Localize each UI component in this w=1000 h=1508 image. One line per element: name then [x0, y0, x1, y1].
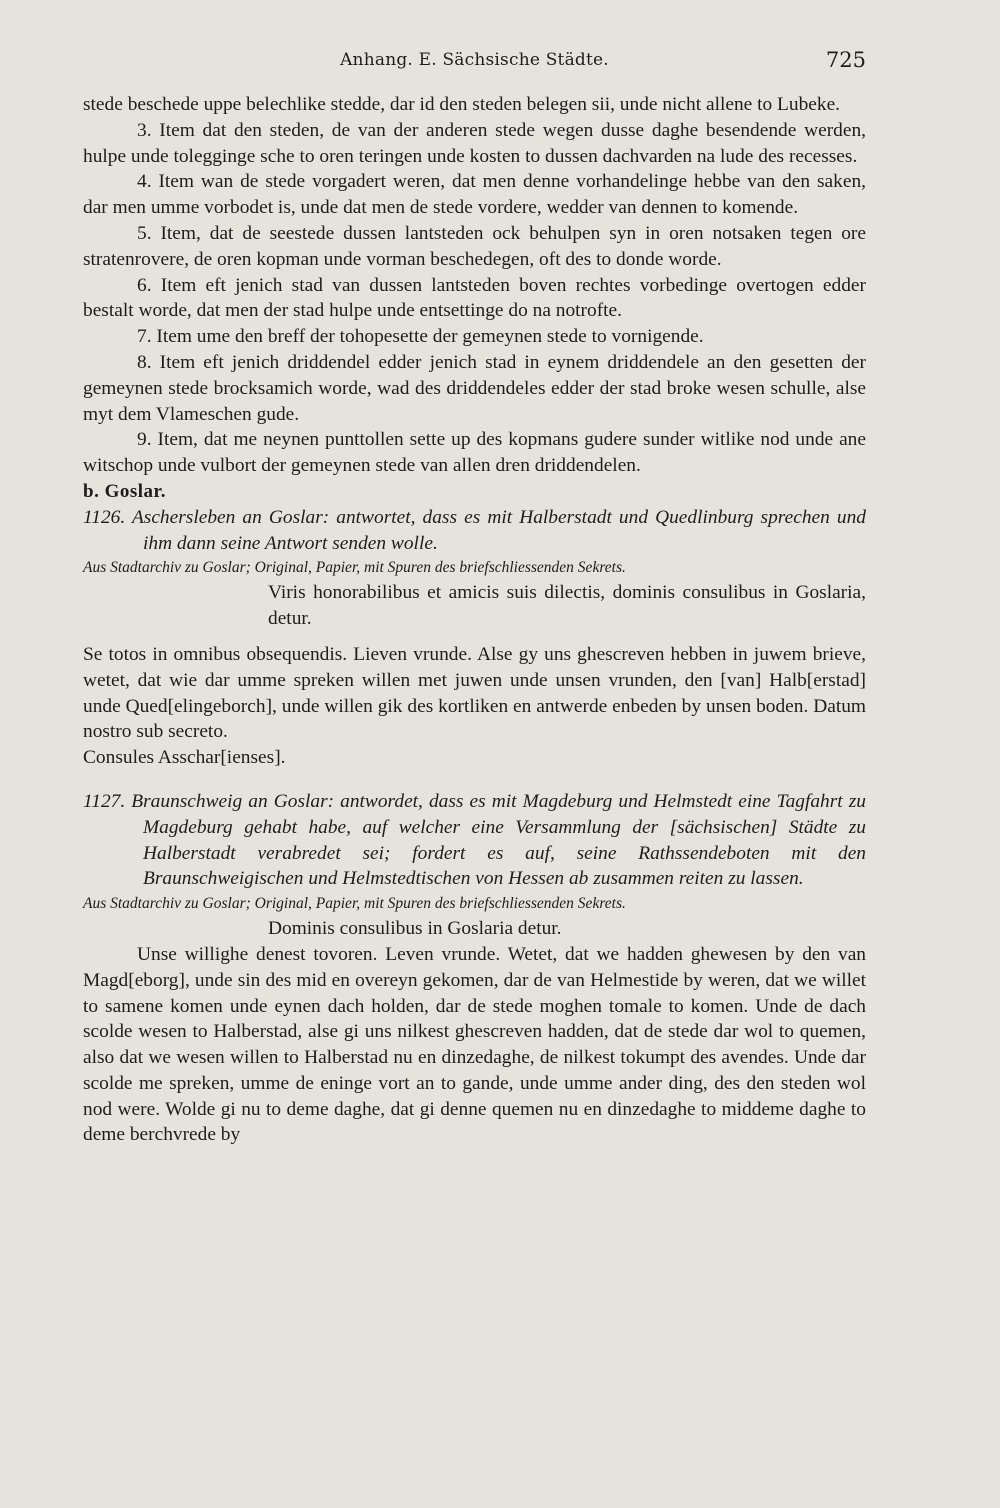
- entry-1127-body: Unse willighe denest tovoren. Leven vrunde. Wetet, dat we hadden ghewesen by den van Magd[eborg], unde sin des mid en overeyn gekomen, dar de van Helmestide by weren, dat we willet to samene komen unde eynen dach holden, dar de stede moghen tomale to komen. Unde de dach scolde wesen to Halberstad, alse gi uns nilkest ghescreven hadden, dat de stede dar wol to quemen, also dat we wesen willen to Halberstad nu en dinzedaghe, de nilkest tokumpt des avendes. Unde dar scolde me spreken, umme de eninge vort an to gande, unde umme ander ding, des den steden wol nod were. Wolde gi nu to deme daghe, dat gi denne quemen nu en dinzedaghe to middeme daghe to deme berchvrede by: [83, 943, 866, 1146]
- body-text: [83, 92, 866, 1148]
- entry-number: 1126.: [83, 506, 126, 528]
- paragraph-item-4: 4. Item wan de stede vorgadert weren, dat men denne vorhandelinge hebbe van den saken, dar men umme vorbodet is, unde dat men de stede vordere, wedder van dennen to komende.: [83, 171, 866, 219]
- paragraph-item-6: 6. Item eft jenich stad van dussen lantsteden boven rechtes vorbedinge overtogen edder bestalt worde, dat men der stad hulpe unde entsettinge do na notrofte.: [83, 274, 866, 322]
- entry-1127-address: Dominis consulibus in Goslaria detur.: [268, 918, 562, 940]
- paragraph-item-3: 3. Item dat den steden, de van der anderen stede wegen dusse daghe besendende werden, hulpe unde toleggingе sche to oren teringen unde kosten to dussen dachvarden na lude des recesses.: [83, 119, 866, 167]
- entry-1127-source: Aus Stadtarchiv zu Goslar; Original, Papier, mit Spuren des briefschliessenden Sekrets.: [83, 895, 626, 913]
- entry-1126-summary: [83, 505, 866, 557]
- paragraph-item-7: 7. Item ume den breff der tohopesette der gemeynen stede to vornigende.: [137, 326, 704, 348]
- paragraph-item-8: 8. Item eft jenich driddendel edder jenich stad in eynem driddendele an den gesetten der gemeynen stede brocksamich worde, wad des driddendeles edder der stad broke wesen schulle, alse myt dem Vlameschen gude.: [83, 351, 866, 425]
- spacer: [83, 632, 866, 642]
- running-header: [83, 48, 866, 74]
- entry-1127-summary: [83, 789, 866, 892]
- entry-number: 1127.: [83, 790, 126, 812]
- page-number: 725: [825, 48, 866, 72]
- entry-summary-text: Braunschweig an Goslar: antwordet, dass es mit Magdeburg und Helmstedt eine Tagfahrt zu Magdeburg gehabt habe, auf welcher eine Versammlung der [sächsischen] Städte zu Halberstadt verabredet sei; fordert es auf, seine Rathssendeboten mit den Braunschweigischen und Helmstedtischen von Hessen ab zusammen reiten zu lassen.: [131, 790, 866, 890]
- section-heading: b. Goslar.: [83, 480, 166, 502]
- entry-summary-text: Aschersleben an Goslar: antwortet, dass es mit Halberstadt und Quedlinburg sprechen und ihm dann seine Antwort senden wolle.: [131, 506, 867, 554]
- spacer: [83, 771, 866, 789]
- entry-1126-address: Viris honorabilibus et amicis suis dilectis, dominis consulibus in Goslaria, detur.: [268, 582, 866, 630]
- entry-1126-signoff: Consules Asschar[ienses].: [83, 747, 286, 769]
- paragraph-continuation: stede beschede uppe belechlike stedde, dar id den steden belegen sii, unde nicht allene to Lubeke.: [83, 94, 841, 115]
- paragraph-item-9: 9. Item, dat me neynen punttollen sette up des kopmans gudere sunder witlike nod unde ane witschop unde vulbort der gemeynen stede van allen dren driddendelen.: [83, 429, 866, 477]
- entry-1126-source: Aus Stadtarchiv zu Goslar; Original, Papier, mit Spuren des briefschliessenden Sekrets.: [83, 559, 626, 577]
- entry-1126-body: Se totos in omnibus obsequendis. Lieven vrunde. Alse gy uns ghescreven hebben in juwem brieve, wetet, dat wie dar umme spreken willen met juwen unde unsen vrunden, den [van] Halb[erstad] unde Qued[elingeborch], unde willen gik des kortliken en antwerde enbeden by unsen boden. Datum nostro sub secreto.: [83, 643, 866, 743]
- running-title: Anhang. E. Sächsische Städte.: [340, 50, 609, 70]
- paragraph-item-5: 5. Item, dat de seestede dussen lantsteden ock behulpen syn in oren notsaken tegen ore stratenrovere, de oren kopman unde vorman beschedegen, oft des to donde worde.: [83, 222, 866, 270]
